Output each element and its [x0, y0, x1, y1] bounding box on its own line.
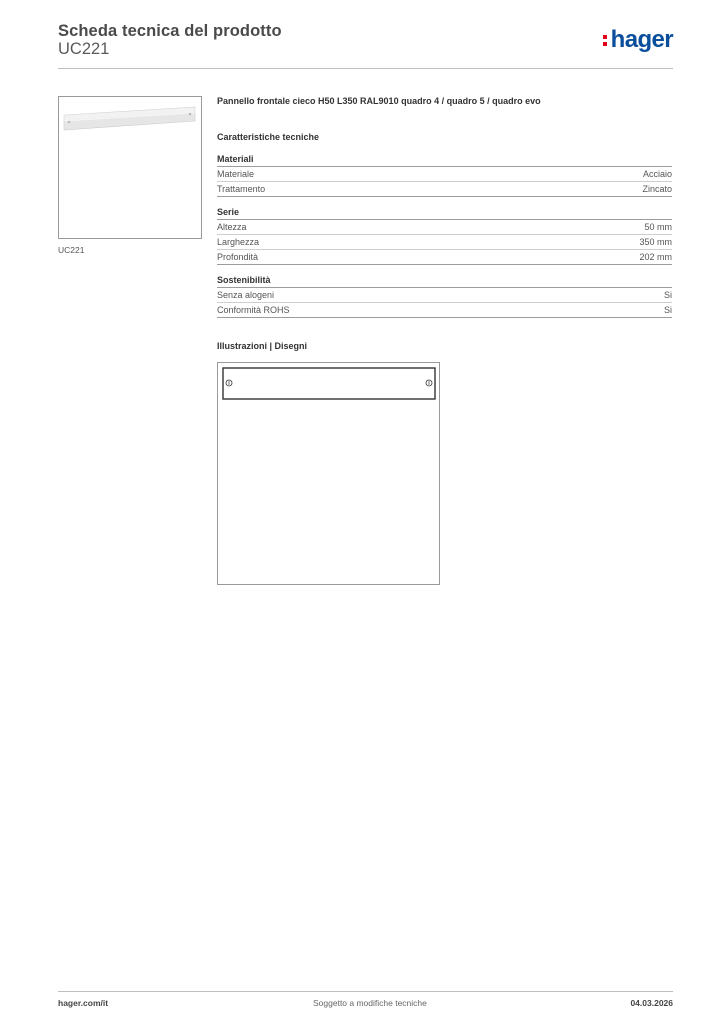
footer-website: hager.com/it [58, 998, 109, 1008]
group-title: Sostenibilità [217, 273, 672, 288]
spec-value: 350 mm [639, 237, 672, 247]
spec-row [217, 303, 672, 318]
product-code: UC221 [58, 40, 110, 58]
spec-value: Acciaio [642, 169, 672, 179]
product-description: Pannello frontale cieco H50 L350 RAL9010 quadro 4 / quadro 5 / quadro evo [217, 96, 541, 106]
header-divider [58, 68, 673, 69]
spec-row [217, 250, 672, 265]
spec-row [217, 167, 672, 182]
spec-label: Profondità [217, 252, 259, 262]
spec-label: Materiale [217, 169, 255, 179]
panel-illustration [59, 97, 201, 238]
spec-label: Senza alogeni [217, 290, 275, 300]
footer-note: Soggetto a modifiche tecniche [313, 998, 427, 1008]
group-title: Serie [217, 205, 672, 220]
spec-row [217, 182, 672, 197]
spec-group-sostenibilita [217, 273, 672, 318]
group-title: Materiali [217, 152, 672, 167]
spec-content [217, 94, 672, 318]
spec-group-materiali [217, 152, 672, 197]
footer-date: 04.03.2026 [630, 998, 673, 1008]
specs-title: Caratteristiche tecniche [217, 132, 320, 142]
spec-label: Larghezza [217, 237, 260, 247]
product-image [58, 96, 202, 239]
spec-row [217, 235, 672, 250]
logo-text: hager [610, 26, 673, 53]
spec-value: 202 mm [639, 252, 672, 262]
document-title: Scheda tecnica del prodotto [58, 22, 282, 40]
spec-row [217, 220, 672, 235]
spec-value: 50 mm [644, 222, 672, 232]
spec-row [217, 288, 672, 303]
spec-group-serie [217, 205, 672, 265]
footer-divider [58, 991, 673, 992]
panel-drawing [218, 363, 439, 584]
spec-label: Altezza [217, 222, 247, 232]
spec-value: Si [663, 290, 672, 300]
spec-label: Conformità ROHS [217, 305, 290, 315]
technical-drawing [217, 362, 440, 585]
spec-value: Zincato [642, 184, 672, 194]
spec-label: Trattamento [217, 184, 266, 194]
image-caption: UC221 [58, 245, 85, 255]
illustrations-title: Illustrazioni | Disegni [217, 341, 308, 351]
logo-mark-icon [603, 32, 609, 48]
spec-value: Si [663, 305, 672, 315]
brand-logo [603, 26, 673, 54]
